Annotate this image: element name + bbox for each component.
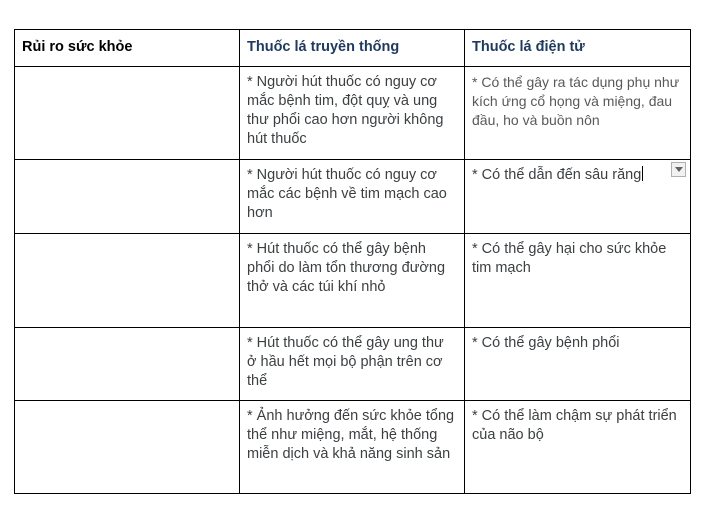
header-cell-risk[interactable]: Rủi ro sức khỏe bbox=[15, 30, 240, 67]
text-cursor bbox=[642, 166, 643, 181]
table-row bbox=[15, 234, 691, 328]
cell-electronic[interactable]: * Có thể làm chậm sự phát triển của não bộ bbox=[465, 401, 691, 494]
health-risk-table bbox=[14, 29, 691, 494]
cell-traditional[interactable]: * Ảnh hưởng đến sức khỏe tổng thể như miệng, mắt, hệ thống miễn dịch và khả năng sinh sản bbox=[240, 401, 465, 494]
cell-traditional[interactable]: * Hút thuốc có thể gây bệnh phổi do làm tổn thương đường thở và các túi khí nhỏ bbox=[240, 234, 465, 328]
header-cell-electronic[interactable]: Thuốc lá điện tử bbox=[465, 30, 691, 67]
cell-risk[interactable] bbox=[15, 234, 240, 328]
cell-traditional[interactable]: * Người hút thuốc có nguy cơ mắc bệnh tim, đột quỵ và ung thư phổi cao hơn người không hút thuốc bbox=[240, 67, 465, 160]
chevron-down-icon bbox=[675, 167, 683, 172]
cell-risk[interactable] bbox=[15, 401, 240, 494]
cell-electronic-text: * Có thể dẫn đến sâu răng bbox=[472, 167, 642, 183]
header-cell-traditional[interactable]: Thuốc lá truyền thống bbox=[240, 30, 465, 67]
table-row bbox=[15, 160, 691, 234]
spreadsheet-table-area bbox=[14, 29, 690, 493]
table-row bbox=[15, 401, 691, 494]
cell-dropdown-button[interactable] bbox=[671, 162, 686, 177]
cell-traditional[interactable]: * Người hút thuốc có nguy cơ mắc các bệnh về tim mạch cao hơn bbox=[240, 160, 465, 234]
cell-risk[interactable] bbox=[15, 67, 240, 160]
cell-electronic[interactable]: * Có thể gây hại cho sức khỏe tim mạch bbox=[465, 234, 691, 328]
table-row bbox=[15, 67, 691, 160]
cell-electronic-active[interactable] bbox=[465, 160, 691, 234]
cell-risk[interactable] bbox=[15, 328, 240, 401]
header-row bbox=[15, 30, 691, 67]
cell-traditional[interactable]: * Hút thuốc có thể gây ung thư ở hầu hết mọi bộ phận trên cơ thể bbox=[240, 328, 465, 401]
cell-risk[interactable] bbox=[15, 160, 240, 234]
cell-electronic[interactable]: * Có thể gây ra tác dụng phụ như kích ứng cổ họng và miệng, đau đầu, ho và buồn nôn bbox=[465, 67, 691, 160]
cell-electronic[interactable]: * Có thể gây bệnh phổi bbox=[465, 328, 691, 401]
table-row bbox=[15, 328, 691, 401]
